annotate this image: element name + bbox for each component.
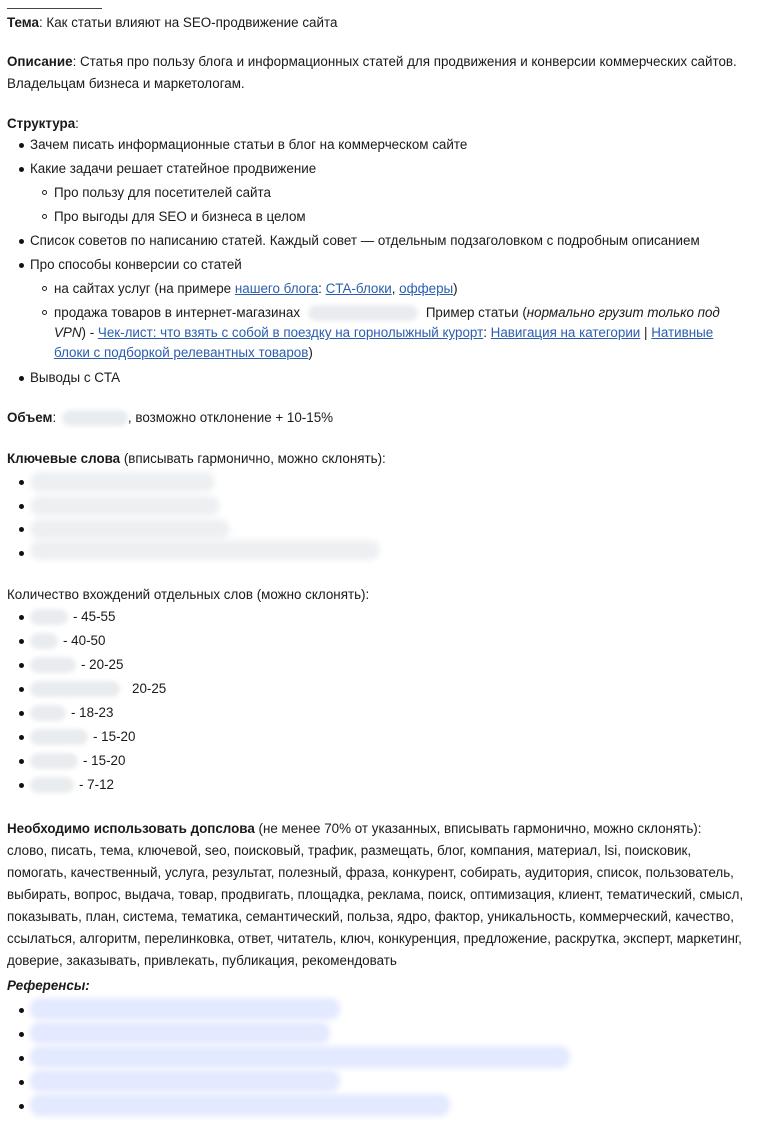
description-value: : Статья про пользу блога и информационных статей для продвижения и конверсии коммерческих сайтов. Владельцам бизнеса и маркетологам. <box>7 54 737 91</box>
bullet-icon <box>19 735 24 740</box>
redacted-reference-link[interactable] <box>30 1046 570 1068</box>
redacted-reference-link[interactable] <box>30 998 340 1020</box>
top-divider <box>7 8 102 9</box>
topic-line <box>7 13 337 33</box>
bullet-icon <box>19 783 24 788</box>
bullet-icon <box>19 239 24 244</box>
structure-item-4-sub-shops: продажа товаров в интернет-магазинах Пример статьи (нормально грузит только под <box>54 305 720 320</box>
occurrence-item: - 18-23 <box>30 703 113 723</box>
offers-link[interactable]: офферы <box>399 281 454 296</box>
occurrence-item: - 40-50 <box>30 631 105 651</box>
bullet-icon <box>19 263 24 268</box>
keywords-heading: Ключевые слова (вписывать гармонично, можно склонять): <box>7 451 386 466</box>
extra-words-label: Необходимо использовать допслова <box>7 821 255 836</box>
occurrence-item: - 15-20 <box>30 751 125 771</box>
volume-value: , возможно отклонение + 10-15% <box>127 410 334 425</box>
sub-bullet-icon <box>42 190 47 195</box>
extra-words-list: слово, писать, тема, ключевой, seo, поисковый, трафик, размещать, блог, компания, материал, lsi, поисковик, помогать, качественный, услуга, результат, полезный, фраза, конкурент, собирать, аудитория, список, пользователь, выбирать, вопрос, выдача, товар, продвигать, площадка, реклама, поиск, оптимизация, клиент, тематический, смысл, показывать, план, система, тематика, семантический, польза, ядро, фактор, уникальность, коммерческий, качество, ссылаться, алгоритм, перелинковка, ответ, читатель, ключ, конкуренция, предложение, раскрутка, эксперт, маркетинг, доверие, заказывать, привлекать, публикация, рекомендовать <box>7 843 744 968</box>
redacted-text <box>62 410 128 426</box>
bullet-icon <box>19 1104 24 1109</box>
native-blocks-link-part1[interactable]: Нативные <box>651 325 714 340</box>
occurrences-heading: Количество вхождений отдельных слов (можно склонять): <box>7 587 370 602</box>
occurrence-item: - 45-55 <box>30 607 115 627</box>
redacted-word <box>30 657 76 673</box>
references-heading <box>7 976 90 996</box>
redacted-keyword <box>30 496 220 516</box>
structure-item-3: Список советов по написанию статей. Каждый совет — отдельным подзаголовком с подробным описанием <box>30 233 700 248</box>
redacted-word <box>30 705 66 721</box>
sub-bullet-icon <box>42 286 47 291</box>
redacted-text <box>308 305 418 321</box>
structure-item-5: Выводы с CTA <box>30 370 121 385</box>
occurrence-item: - 15-20 <box>30 727 135 747</box>
redacted-reference-link[interactable] <box>30 1094 450 1116</box>
bullet-icon <box>19 711 24 716</box>
bullet-icon <box>19 687 24 692</box>
topic-label: Тема <box>7 15 39 30</box>
redacted-word <box>30 633 58 649</box>
bullet-icon <box>19 1032 24 1037</box>
volume-label: Объем <box>7 410 53 425</box>
cta-blocks-link[interactable]: CTA-блоки <box>325 281 392 296</box>
redacted-word <box>30 681 120 697</box>
bullet-icon <box>19 663 24 668</box>
topic-value: : Как статьи влияют на SEO-продвижение сайта <box>38 15 338 30</box>
structure-item-2-sub-1: Про пользу для посетителей сайта <box>54 185 271 200</box>
native-blocks-link-part2[interactable]: блоки с подборкой релевантных товаров <box>54 345 309 360</box>
structure-item-1: Зачем писать информационные статьи в блог на коммерческом сайте <box>30 137 468 152</box>
structure-item-4: Про способы конверсии со статей <box>30 257 242 272</box>
checklist-article-link[interactable]: Чек-лист: что взять с собой в поездку на горнолыжный курорт <box>97 325 484 340</box>
bullet-icon <box>19 143 24 148</box>
structure-item-2: Какие задачи решает статейное продвижение <box>30 161 317 176</box>
description-block <box>7 51 747 95</box>
bullet-icon <box>19 376 24 381</box>
bullet-icon <box>19 639 24 644</box>
redacted-keyword <box>30 472 215 492</box>
bullet-icon <box>19 1080 24 1085</box>
description-label: Описание <box>7 54 73 69</box>
structure-item-4-sub-shops-continued-2: блоки с подборкой релевантных товаров) <box>54 345 313 360</box>
bullet-icon <box>19 527 24 532</box>
redacted-reference-link[interactable] <box>30 1022 330 1044</box>
occurrence-item: 20-25 <box>30 679 166 699</box>
our-blog-link[interactable]: нашего блога <box>234 281 319 296</box>
bullet-icon <box>19 1008 24 1013</box>
bullet-icon <box>19 167 24 172</box>
redacted-word <box>30 609 68 625</box>
redacted-keyword <box>30 519 230 539</box>
bullet-icon <box>19 615 24 620</box>
references-label: Референсы: <box>7 978 90 993</box>
bullet-icon <box>19 551 24 556</box>
volume-line: Объем: , возможно отклонение + 10-15% <box>7 410 334 425</box>
bullet-icon <box>19 759 24 764</box>
bullet-icon <box>19 480 24 485</box>
bullet-icon <box>19 504 24 509</box>
redacted-word <box>30 777 74 793</box>
extra-words-block: Необходимо использовать допслова (не менее 70% от указанных, вписывать гармонично, можно склонять): слово, писать, тема, ключевой, seo, поисковый, трафик, размещать, блог, компания, материал, lsi, поисковик, помогать, качественный, услуга, результат, полезный, фраза, конкурент, собирать, аудитория, список, пользователь, выбирать, вопрос, выдача, товар, продвигать, площадка, реклама, поиск, оптимизация, клиент, тематический, смысл, показывать, план, система, тематика, семантический, польза, ядро, фактор, уникальность, коммерческий, качество, ссылаться, алгоритм, перелинковка, ответ, читатель, ключ, конкуренция, предложение, раскрутка, эксперт, маркетинг, доверие, заказывать, привлекать, публикация, рекомендовать <box>7 821 744 968</box>
structure-item-4-sub-services: на сайтах услуг (на примере нашего блога: CTA-блоки, офферы) <box>54 281 458 296</box>
category-navigation-link[interactable]: Навигация на категории <box>490 325 641 340</box>
structure-item-4-sub-shops-continued: VPN) - Чек-лист: что взять с собой в поездку на горнолыжный курорт: Навигация на категории | Нативные <box>54 325 714 340</box>
keywords-label: Ключевые слова <box>7 451 121 466</box>
structure-heading: Структура: <box>7 116 79 131</box>
structure-item-2-sub-2: Про выгоды для SEO и бизнеса в целом <box>54 209 306 224</box>
occurrence-item: - 7-12 <box>30 775 114 795</box>
redacted-reference-link[interactable] <box>30 1070 340 1092</box>
redacted-word <box>30 753 78 769</box>
redacted-word <box>30 729 88 745</box>
sub-bullet-icon <box>42 310 47 315</box>
occurrence-item: - 20-25 <box>30 655 123 675</box>
bullet-icon <box>19 1056 24 1061</box>
sub-bullet-icon <box>42 214 47 219</box>
structure-label: Структура <box>7 116 76 131</box>
redacted-keyword <box>30 540 380 560</box>
